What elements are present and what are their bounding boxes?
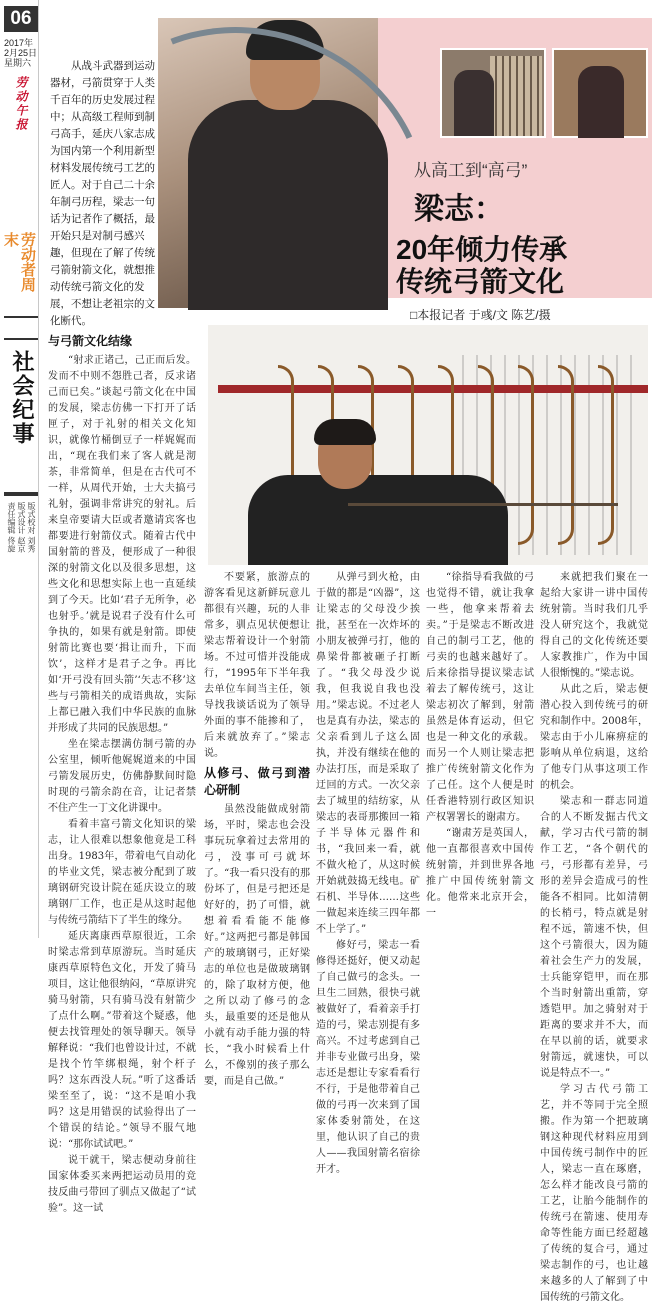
thumbnail-photo — [440, 48, 546, 138]
paragraph: 虽然没能做成射箭场，平时，梁志也会没事玩玩拿着过去常用的弓，没事可弓就坏了。“我一看只没有的那份坏了，但是弓把还是好好的，扔了可惜，就想着看看能不能修好。”这两把弓都是韩国产的玻璃钢弓，正好梁志的单位也是做玻璃钢的，除了取材方便，他之所以动了修弓的念头，最重要的还是他从小就有动手能力强的特长，“我小时候看上什么，不像别的孩子那么要，而是自己做。” — [204, 804, 310, 1087]
main-photo — [208, 325, 648, 565]
paragraph: “徐指导看我做的弓也觉得不错，就让我拿一些，他拿来帮着去卖。”于是梁志不断改进自己的制弓工艺，他的弓卖的也越来越好了。后来徐指导提议梁志试着去了解传统弓，这让梁志初次了解到，射箭虽然是体育运动，但它也是一种文化的承载。而另一个人则让梁志把推广传统射箭文化作为了己任。这个人便是时任香港特别行政区知识产权署署长的谢肃方。 — [426, 572, 534, 823]
article-column — [426, 570, 534, 935]
bow — [518, 365, 534, 545]
masthead-logo: 劳动午报 — [14, 76, 28, 132]
section-divider — [4, 316, 38, 340]
paragraph: 从弹弓到火枪，由于做的都是“凶器”，这让梁志的父母没少挨批，甚至在一次炸坏的小朋友被弹弓打，他的鼻梁骨都被砸子打断了。“我父母没少说我，但我说自我也没用。”梁志说。不过老人也是真有办法，梁志的父亲看到儿子这么固执，并没有继续在他的办法打压，而是采取了迂回的方式。一次父亲去了城里的结纺家，从梁志的表哥那搬回一箱子半导体元器件和书，“我回来一看，就不做火枪了，从这时候开始就鼓捣无线电。矿石机、半导体……这些一做起来连续三四年都不上学了。” — [316, 572, 420, 935]
article-column — [540, 570, 648, 1303]
paragraph: 看着丰富弓箭文化知识的梁志，让人很难以想象他竟是工科出身。1983年，带着电气自动化的毕业文凭，梁志被分配到了玻璃钢研究设计院在延庆设立的玻璃钢厂工作，也正是从这时起他与传统弓箭结下了半生的缘分。 — [48, 819, 196, 926]
section-tag: 劳动者周末 — [2, 232, 36, 292]
thumbnail-person — [454, 70, 494, 136]
headline-line2: 传统弓箭文化 — [396, 266, 565, 297]
paragraph: 说干就干，梁志便动身前往国家体委买来两把运动员用的竞技反曲弓带回了驯点又做起了“试验”。这一试 — [48, 1155, 196, 1214]
thumbnail-person — [578, 66, 624, 138]
article-column — [316, 570, 420, 1175]
thumbnail-photo — [552, 48, 648, 138]
editor-line: 版式校对 刘秀 — [27, 502, 36, 553]
paragraph: 不要紧，旅游点的游客看见这新鲜玩意儿都很有兴趣，玩的人非常多，驯点见状便想让梁志帮着设计一个射箭场。不过可惜并没能成行，“1995年下半年我去单位车间当主任，领导找我谈话说为了领导外面的事不能掺和了，后来就放弃了。”梁志说。 — [204, 572, 310, 759]
arrow-rack — [490, 56, 542, 136]
editor-line: 责任编辑 佟旋 — [7, 502, 16, 553]
editor-line: 版式设计 赵京 — [17, 502, 26, 553]
article-column — [48, 330, 196, 1214]
subheadline: 从高工到“高弓” — [414, 161, 528, 180]
section-title: 社会纪事 — [10, 350, 35, 446]
article-column — [204, 570, 310, 1087]
page-number: 06 — [4, 6, 38, 32]
paragraph: 坐在梁志摆满仿制弓箭的办公室里，倾听他娓娓道来的中国弓箭发展历史，仿佛静默间时隐时现的弓箭余韵在音，让记者禁不住产生一丁文化讲课中。 — [48, 739, 196, 814]
paragraph: 梁志和一群志同道合的人不断发掘古代文献，学习古代弓箭的制作工艺，“各个朝代的弓，弓形都有差异，弓形的差异会造成弓的性能各不相同。比如清朝的长梢弓，特点就是射程不远，箭速不快，但这个弓箭很大，因为随着社会生产力的发展，士兵能穿铠甲，而在那个当时射箭出重箭，穿透铠甲。加之骑射对于距离的要求并不大，而在早以前的话，就要求射箭远，就速快，可以说是特点不一。” — [540, 796, 648, 1079]
editors-credit — [7, 502, 36, 572]
person-name: 梁志： — [414, 193, 504, 226]
paragraph: “谢肃芳是英国人，他一直都很喜欢中国传统射箭，并到世界各地推广中国传统射箭文化。他常来北京开会，一 — [426, 828, 534, 919]
date-weekday: 星期六 — [4, 58, 32, 68]
left-rail — [0, 0, 40, 938]
section-heading: 从修弓、做弓到潜心研制 — [204, 766, 310, 797]
intro-paragraph: 从战斗武器到运动器材，弓箭贯穿于人类千百年的历史发展过程中；从高级工程师到制弓高手，延庆八家志成为国内第一个利用新型材料发展传统弓工艺的匠人。对于自己二十余年制弓历程，梁志一句话为记者作了概括，最开始只是对制弓感兴趣，但现在了解了传统弓箭射箭文化，就想推动传统弓箭文化的发展，不想让老祖宗的文化断代。 — [50, 60, 155, 327]
date-day: 2月25日 — [4, 48, 38, 58]
headline-line1: 20年倾力传承 — [396, 234, 568, 265]
paragraph: 从此之后，梁志便潜心投入到传统弓的研究和制作中。2008年，梁志由于小儿麻痹症的影响从单位病退，这给了他专门从事这项工作的机会。 — [540, 684, 648, 791]
paragraph: 来就把我们聚在一起给大家讲一讲中国传统射箭。当时我们几乎没人研究这个，我就觉得自己的文化传统还要人家教推广，作为中国人很惭愧的。”梁志说。 — [540, 572, 648, 679]
archer-hair — [314, 419, 376, 445]
arrow — [348, 503, 618, 506]
paragraph: 学习古代弓箭工艺，并不等同于完全照搬。作为第一个把玻璃钢这种现代材料应用到中国传统弓制作中的匠人，梁志一直在琢磨，怎么样才能改良弓箭的工艺，让胎今能制作的传统弓在箭速、使用寿命等性能方面已经超越了传统的复合弓，通过梁志制作的弓，也让越来越多的人了解到了中国传统的弓箭文化。 — [540, 1084, 648, 1303]
section-heading: 与弓箭文化结缘 — [48, 334, 133, 348]
paragraph: 修好弓，梁志一看修得还挺好，便又动起了自己做弓的念头。一旦生二回熟，很快弓就被做好了，看着亲手打造的弓，梁志别提有多高兴。不过考虑到自己并非专业做弓出身，梁志还是想让专家看看行不行，于是他带着自己做的弓再一次来到了国家体委射箭处，在这里，他认识了自己的贵人——我国射箭名宿徐开才。 — [316, 940, 420, 1175]
bow — [598, 365, 614, 545]
paragraph: 延庆离康西草原很近，工余时梁志常到草原游玩。当时延庆康西草原特色文化，开发了骑马项目，这让他很纳闷，“草原讲究骑马射箭，只有骑马没有射箭少了点什么啊。”带着这个疑惑，他便去找管理处的领导聊天。领导解释说：“我们也曾设计过，不就是找个竹竿绑根绳，射个杆子吗？这东西没人玩。”听了这番话梁至至了，说：“这不是咱小我吗？这是用错误的试验得出了一个错误的结论。”领导不服气地说：“那你试试吧。” — [48, 931, 196, 1150]
rail-rule — [38, 0, 39, 938]
bow — [558, 365, 574, 545]
byline: □本报记者 于彧/文 陈艺/摄 — [410, 308, 551, 322]
paragraph: “射求正诸己，己正而后发。发而不中则不怨胜己者，反求诸己而已矣。”谈起弓箭文化在中国的发展，梁志仿佛一下打开了话匣子，对于礼射的相关文化知识，就像竹桶倒豆子一样娓娓而出，“现在我们来了客人就是沏茶，非常简单，但是在古代可不一样，从周代开始，士大夫搞弓礼射，强调非常讲究的射礼。后来皇帝要请大臣或者邀请宾客也都要进行射箭仪式。随着古代中国射箭的普及，便形成了一种很深的射箭文化以及很多思想，这些文化和思想实际上也一直延续到了今天。比如‘君子无所争，必也射乎。’就是说君子没有什么可争执的，如果有就是射箭。即使射箭比赛也要‘揖让而升，下而饮’，这样才是君子之争。再比如‘开弓没有回头箭’‘矢志不移’这些与弓箭相关的成语典故，实际上都已融入我们中华民族的血脉并形成了共同的民族思想。” — [48, 355, 196, 734]
section-divider — [4, 492, 38, 496]
archer — [248, 475, 508, 565]
date-year: 2017年 — [4, 38, 34, 48]
